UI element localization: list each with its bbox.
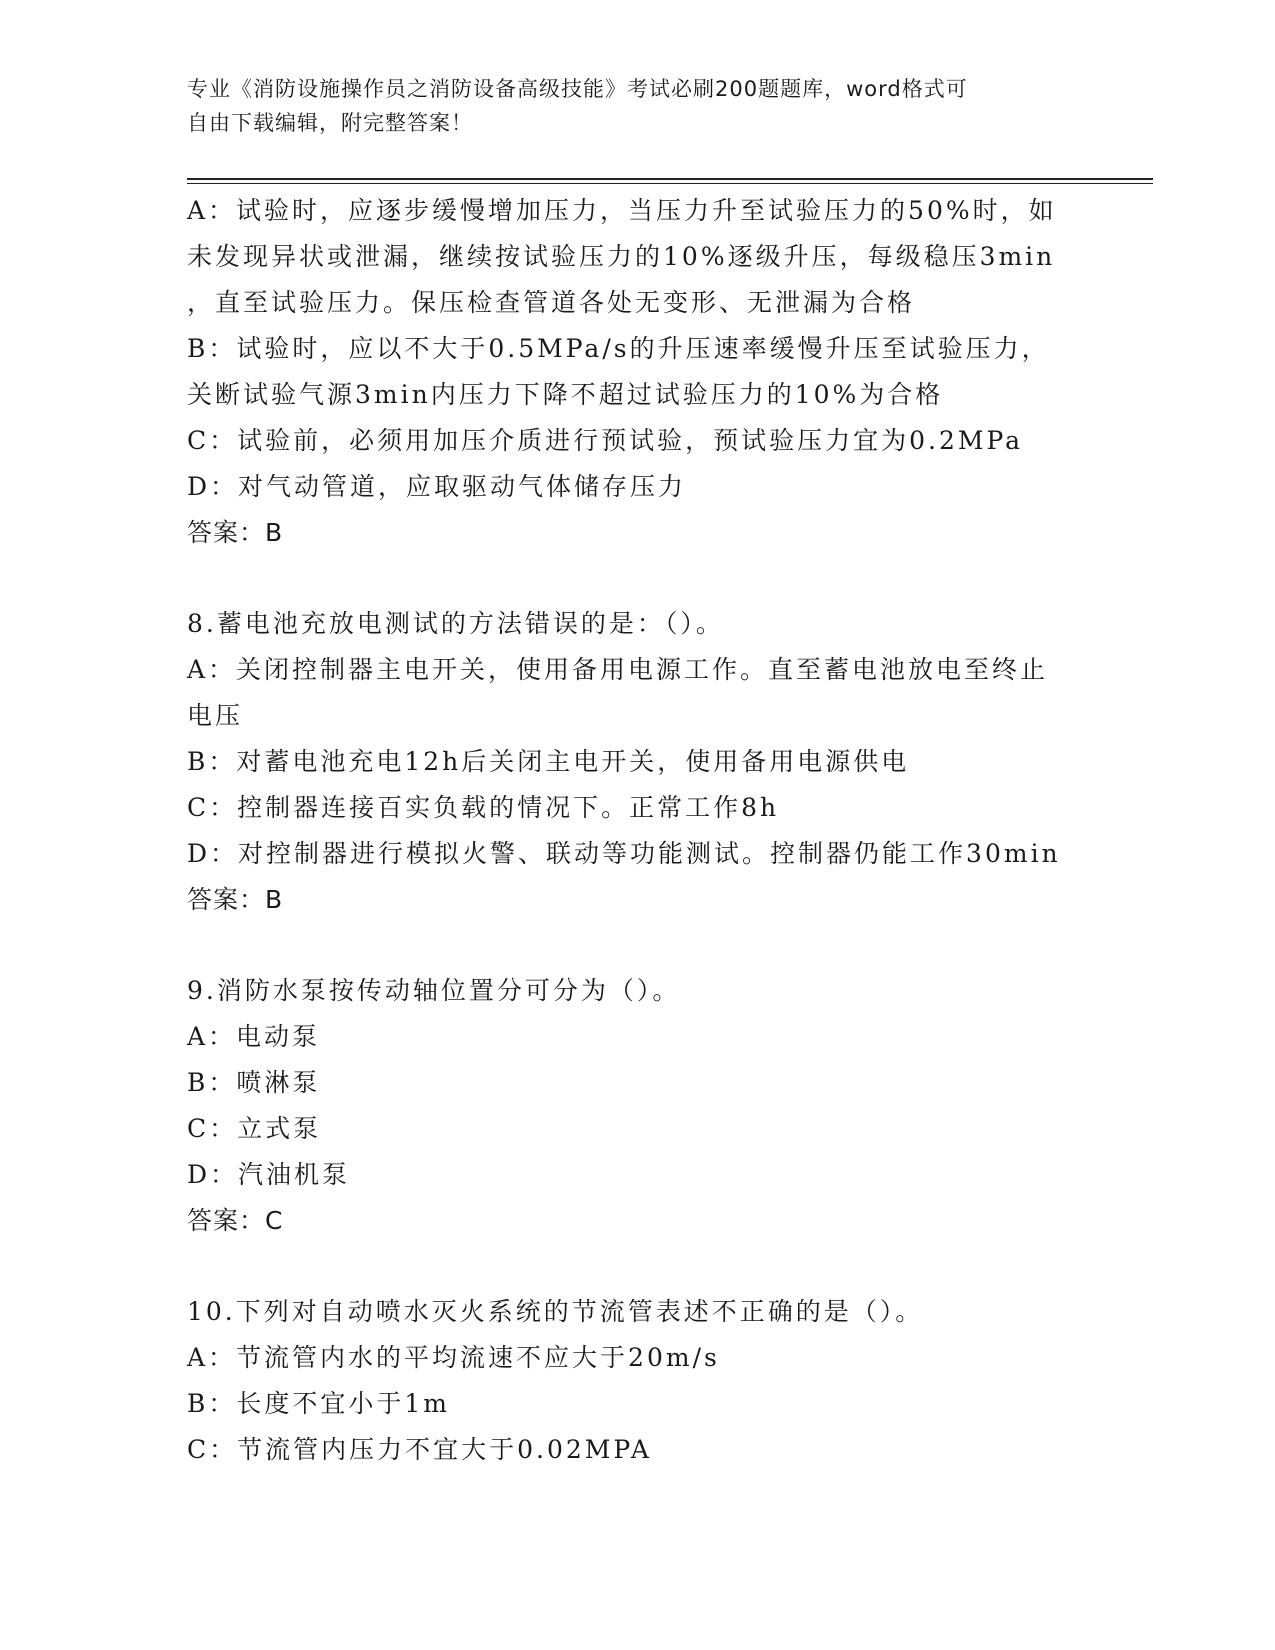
spacer [187,556,1087,601]
question-text: 8.蓄电池充放电测试的方法错误的是：（）。 [187,609,724,638]
question-block-7 [187,188,1087,556]
header-title-line-1: 专业《消防设施操作员之消防设备高级技能》考试必刷200题题库，word格式可 [187,77,968,101]
answer-label: 答案：C [187,1206,284,1235]
option-b-line-1: B：试验时，应以不大于0.5MPa/s的升压速率缓慢升压至试验压力， [187,334,1050,363]
question-block-10 [187,1289,1087,1473]
option-d: D：汽油机泵 [187,1160,351,1189]
question-text: 9.消防水泵按传动轴位置分可分为（）。 [187,976,681,1005]
option-a-line-1: A：试验时，应逐步缓慢增加压力，当压力升至试验压力的50%时，如 [187,196,1057,225]
option-b-line-2: 关断试验气源3min内压力下降不超过试验压力的10%为合格 [187,380,944,409]
option-b: B：对蓄电池充电12h后关闭主电开关，使用备用电源供电 [187,747,910,776]
option-b: B：喷淋泵 [187,1068,321,1097]
option-b: B：长度不宜小于1m [187,1389,450,1418]
option-a-line-1: A：关闭控制器主电开关，使用备用电源工作。直至蓄电池放电至终止 [187,655,1049,684]
answer-label: 答案：B [187,518,284,547]
option-c: C：节流管内压力不宜大于0.02MPA [187,1435,652,1464]
option-c: C：控制器连接百实负载的情况下。正常工作8h [187,793,780,822]
option-a-line-3: ，直至试验压力。保压检查管道各处无变形、无泄漏为合格 [187,288,916,317]
option-c: C：立式泵 [187,1114,322,1143]
option-a: A：电动泵 [187,1022,321,1051]
option-a-line-2: 未发现异状或泄漏，继续按试验压力的10%逐级升压，每级稳压3min [187,242,1056,271]
option-c: C：试验前，必须用加压介质进行预试验，预试验压力宜为0.2MPa [187,426,1024,455]
answer-label: 答案：B [187,885,284,914]
option-a: A：节流管内水的平均流速不应大于20m/s [187,1343,720,1372]
spacer [187,923,1087,968]
header-divider-thick [187,178,1153,180]
header-divider-thin [187,183,1153,184]
question-text: 10.下列对自动喷水灭火系统的节流管表述不正确的是（）。 [187,1297,924,1326]
question-list [187,188,1087,1473]
option-d: D：对控制器进行模拟火警、联动等功能测试。控制器仍能工作30min [187,839,1061,868]
header-title-line-2: 自由下载编辑，附完整答案！ [187,111,473,135]
page-header [187,72,1087,140]
spacer [187,1244,1087,1289]
option-a-line-2: 电压 [187,701,244,730]
question-block-9 [187,968,1087,1244]
option-d: D：对气动管道，应取驱动气体储存压力 [187,472,687,501]
question-block-8 [187,601,1087,923]
